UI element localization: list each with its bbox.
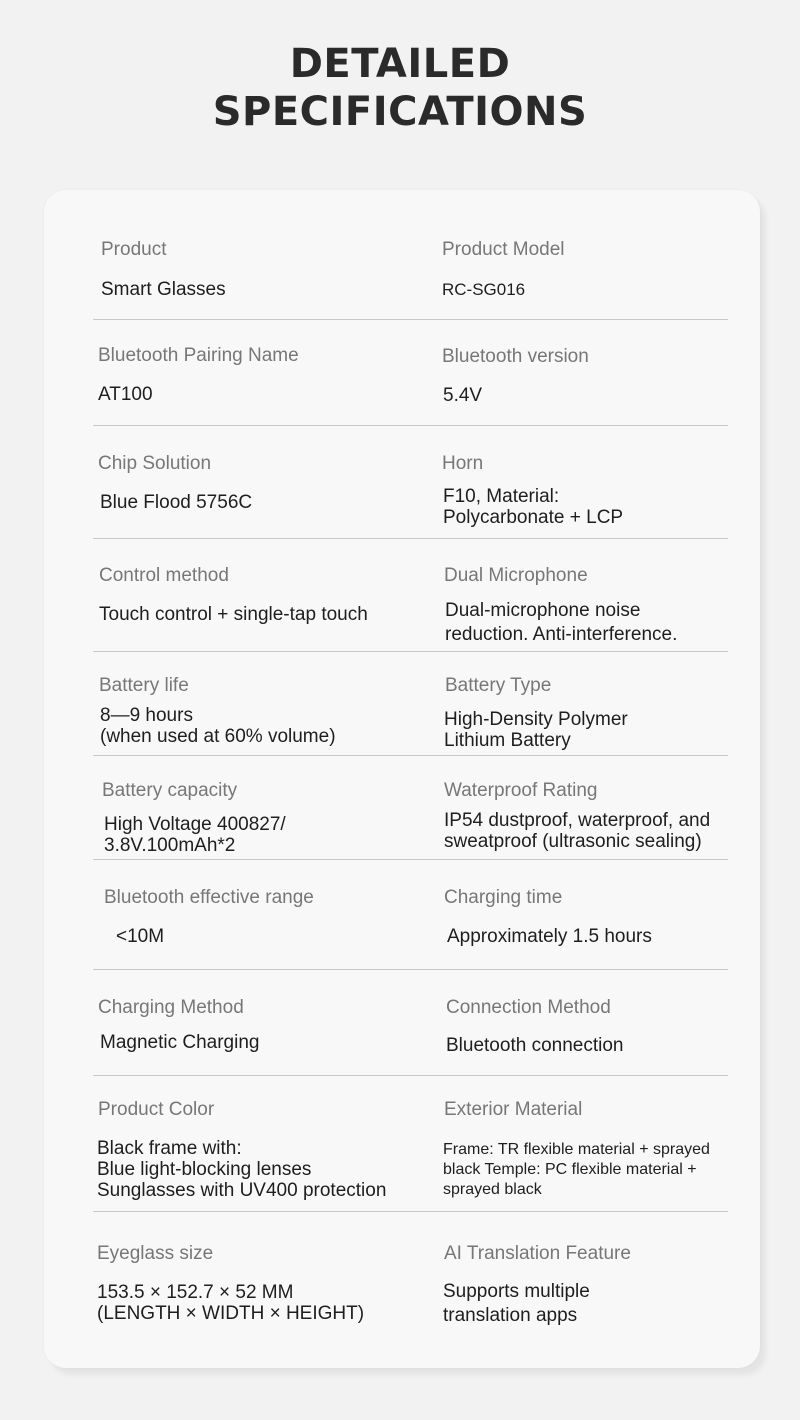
connection-method-value-line: Bluetooth connection bbox=[446, 1035, 624, 1056]
row-divider bbox=[93, 859, 728, 860]
chip-solution-value-line: Blue Flood 5756C bbox=[100, 492, 253, 513]
product-color-value bbox=[97, 1138, 386, 1201]
battery-life-label: Battery life bbox=[99, 675, 189, 696]
horn-value-line-2: Polycarbonate + LCP bbox=[443, 507, 624, 528]
horn-label: Horn bbox=[442, 453, 484, 474]
waterproof-rating-label: Waterproof Rating bbox=[444, 780, 598, 801]
waterproof-rating-value bbox=[444, 810, 710, 852]
bluetooth-pairing-name-label: Bluetooth Pairing Name bbox=[98, 345, 299, 366]
row-divider bbox=[93, 319, 728, 320]
horn-value bbox=[443, 486, 623, 528]
waterproof-rating-value-line-2: sweatproof (ultrasonic sealing) bbox=[444, 831, 702, 852]
battery-capacity-value-line-2: 3.8V.100mAh*2 bbox=[104, 835, 236, 856]
battery-capacity-label: Battery capacity bbox=[102, 780, 238, 801]
connection-method-value bbox=[446, 1035, 623, 1056]
battery-life-value-line-2: (when used at 60% volume) bbox=[100, 726, 336, 747]
dual-microphone-value-line-2: reduction. Anti-interference. bbox=[445, 624, 678, 645]
product-color-value-line-2: Blue light-blocking lenses bbox=[97, 1159, 312, 1180]
bluetooth-version-label: Bluetooth version bbox=[442, 346, 589, 367]
battery-type-value bbox=[444, 709, 628, 751]
horn-value-line-1: F10, Material: bbox=[443, 486, 560, 507]
page-title bbox=[0, 40, 800, 136]
control-method-value bbox=[99, 604, 368, 625]
waterproof-rating-value-line-1: IP54 dustproof, waterproof, and bbox=[444, 810, 711, 831]
product-color-value-line-1: Black frame with: bbox=[97, 1138, 242, 1159]
charging-time-value-line: Approximately 1.5 hours bbox=[447, 926, 652, 947]
bluetooth-pairing-name-value bbox=[98, 384, 153, 405]
eyeglass-size-value-line-2: (LENGTH × WIDTH × HEIGHT) bbox=[97, 1303, 365, 1324]
battery-type-label: Battery Type bbox=[445, 675, 552, 696]
product-value bbox=[101, 279, 226, 300]
dual-microphone-value bbox=[445, 599, 677, 647]
exterior-material-value-line-1: Frame: TR flexible material + sprayed bbox=[443, 1141, 710, 1158]
charging-time-label: Charging time bbox=[444, 887, 563, 908]
charging-method-value bbox=[100, 1032, 259, 1053]
control-method-value-line: Touch control + single-tap touch bbox=[99, 604, 368, 625]
chip-solution-value bbox=[100, 492, 252, 513]
bluetooth-version-value bbox=[443, 385, 482, 406]
eyeglass-size-value-line-1: 153.5 × 152.7 × 52 MM bbox=[97, 1282, 294, 1303]
connection-method-label: Connection Method bbox=[446, 997, 611, 1018]
page-title-line-2: SPECIFICATIONS bbox=[212, 89, 588, 135]
eyeglass-size-value bbox=[97, 1282, 364, 1324]
product-value-line: Smart Glasses bbox=[101, 279, 226, 300]
dual-microphone-value-line-1: Dual-microphone noise bbox=[445, 600, 641, 621]
page-title-line-1: DETAILED bbox=[289, 41, 511, 87]
row-divider bbox=[93, 1075, 728, 1076]
bluetooth-version-value-line: 5.4V bbox=[443, 385, 483, 406]
battery-type-value-line-1: High-Density Polymer bbox=[444, 709, 628, 730]
control-method-label: Control method bbox=[99, 565, 229, 586]
charging-time-value bbox=[447, 926, 652, 947]
row-divider bbox=[93, 425, 728, 426]
product-label: Product bbox=[101, 239, 167, 260]
product-model-value-line: RC-SG016 bbox=[442, 280, 526, 299]
exterior-material-label: Exterior Material bbox=[444, 1099, 583, 1120]
row-divider bbox=[93, 651, 728, 652]
eyeglass-size-label: Eyeglass size bbox=[97, 1243, 214, 1264]
battery-type-value-line-2: Lithium Battery bbox=[444, 730, 571, 751]
exterior-material-value-line-3: sprayed black bbox=[443, 1181, 542, 1198]
chip-solution-label: Chip Solution bbox=[98, 453, 212, 474]
product-color-label: Product Color bbox=[98, 1099, 215, 1120]
battery-life-value-line-1: 8—9 hours bbox=[100, 705, 193, 726]
exterior-material-value-line-2: black Temple: PC flexible material + bbox=[443, 1161, 697, 1178]
product-color-value-line-3: Sunglasses with UV400 protection bbox=[97, 1180, 387, 1201]
row-divider bbox=[93, 969, 728, 970]
bluetooth-effective-range-label: Bluetooth effective range bbox=[104, 887, 314, 908]
row-divider bbox=[93, 538, 728, 539]
ai-translation-feature-value-line-2: translation apps bbox=[443, 1305, 578, 1326]
bluetooth-effective-range-value bbox=[116, 926, 164, 947]
battery-life-value bbox=[100, 705, 336, 747]
row-divider bbox=[93, 1211, 728, 1212]
battery-capacity-value bbox=[104, 814, 286, 856]
row-divider bbox=[93, 755, 728, 756]
exterior-material-value bbox=[443, 1140, 710, 1200]
bluetooth-effective-range-value-line: <10M bbox=[116, 926, 165, 947]
battery-capacity-value-line-1: High Voltage 400827/ bbox=[104, 814, 286, 835]
product-model-value bbox=[442, 279, 525, 300]
ai-translation-feature-label: AI Translation Feature bbox=[444, 1243, 631, 1264]
ai-translation-feature-value-line-1: Supports multiple bbox=[443, 1281, 590, 1302]
ai-translation-feature-value bbox=[443, 1280, 590, 1328]
charging-method-label: Charging Method bbox=[98, 997, 244, 1018]
dual-microphone-label: Dual Microphone bbox=[444, 565, 588, 586]
bluetooth-pairing-name-value-line: AT100 bbox=[98, 384, 153, 405]
product-model-label: Product Model bbox=[442, 239, 565, 260]
charging-method-value-line: Magnetic Charging bbox=[100, 1032, 260, 1053]
